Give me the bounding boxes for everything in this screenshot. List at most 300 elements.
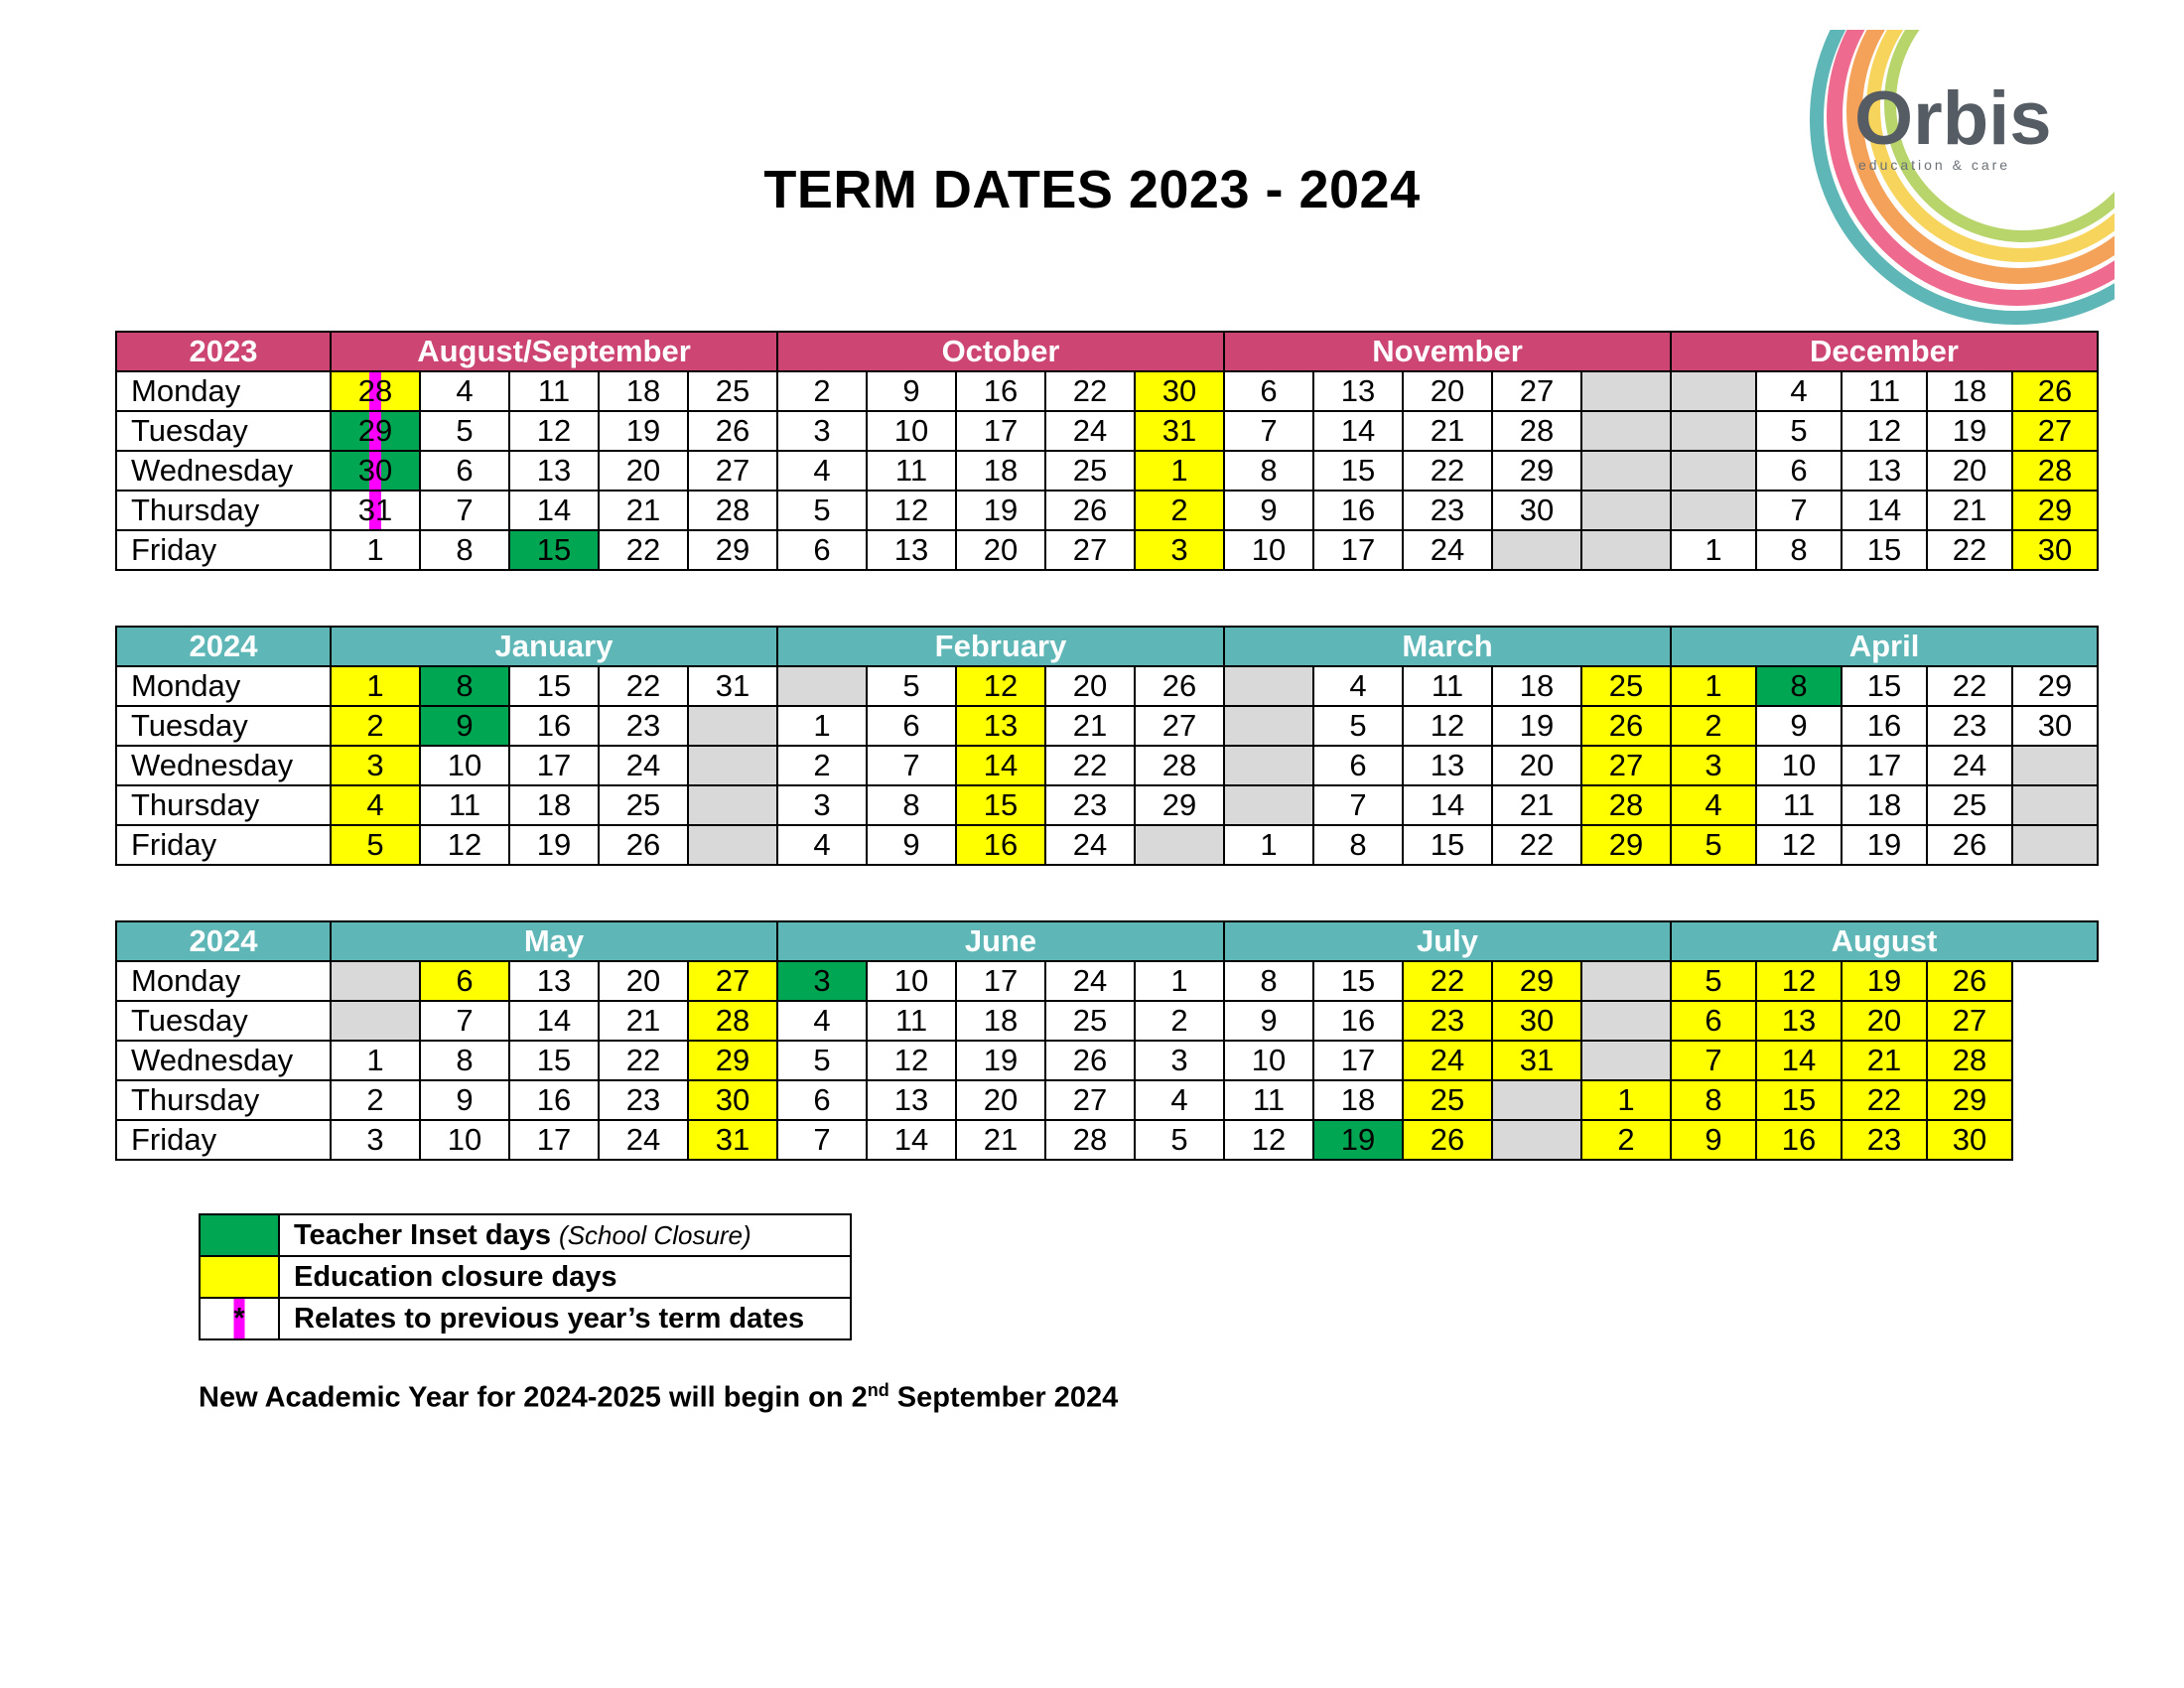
weekday-row: [116, 1120, 2098, 1160]
date-cell: 22: [1927, 530, 2012, 570]
date-cell: 13: [867, 1080, 956, 1120]
date-cell: 27: [1581, 746, 1671, 785]
date-cell: [1671, 371, 1756, 411]
date-cell: 25: [1403, 1080, 1492, 1120]
brand-name: Orbis: [1854, 76, 2052, 161]
year-label: 2024: [116, 921, 331, 961]
weekday-label: Thursday: [116, 785, 331, 825]
date-cell: 27: [688, 961, 777, 1001]
date-cell: 9: [1224, 1001, 1313, 1041]
date-cell: 3: [1135, 1041, 1224, 1080]
date-cell: 29: [1492, 961, 1581, 1001]
date-cell: [2012, 785, 2098, 825]
date-cell: 8: [420, 530, 509, 570]
date-cell: 5: [331, 825, 420, 865]
month-header: June: [777, 921, 1224, 961]
date-cell: 25: [599, 785, 688, 825]
date-cell: 5: [867, 666, 956, 706]
legend-row-previous-year: [200, 1298, 851, 1339]
date-cell: 27: [688, 451, 777, 491]
date-cell: [1581, 961, 1671, 1001]
date-cell: 14: [1403, 785, 1492, 825]
date-cell: 25: [1045, 451, 1135, 491]
date-cell: 20: [956, 530, 1045, 570]
date-cell: 19: [509, 825, 599, 865]
date-cell: 27: [1492, 371, 1581, 411]
date-cell: 26: [688, 411, 777, 451]
date-cell: 24: [1045, 961, 1135, 1001]
date-cell: 6: [1224, 371, 1313, 411]
date-cell: 7: [1756, 491, 1842, 530]
weekday-label: Tuesday: [116, 706, 331, 746]
weekday-row: [116, 1001, 2098, 1041]
date-cell: [1224, 785, 1313, 825]
weekday-row: [116, 411, 2098, 451]
date-cell: 29: [2012, 491, 2098, 530]
date-cell: 14: [956, 746, 1045, 785]
month-header: August/September: [331, 332, 777, 371]
date-cell: 3: [1135, 530, 1224, 570]
date-cell: 12: [956, 666, 1045, 706]
date-cell: 15: [509, 530, 599, 570]
date-cell: 4: [1135, 1080, 1224, 1120]
date-cell: 18: [1842, 785, 1927, 825]
date-cell: 8: [1756, 530, 1842, 570]
date-cell: 25: [688, 371, 777, 411]
date-cell: 13: [509, 451, 599, 491]
date-cell: 24: [1403, 530, 1492, 570]
date-cell: 22: [1492, 825, 1581, 865]
month-header: May: [331, 921, 777, 961]
date-cell: 17: [956, 961, 1045, 1001]
date-cell: 14: [509, 491, 599, 530]
date-cell: [1492, 1120, 1581, 1160]
weekday-label: Monday: [116, 371, 331, 411]
date-cell: [2012, 1120, 2098, 1160]
date-cell: 12: [867, 491, 956, 530]
month-header: October: [777, 332, 1224, 371]
year-label: 2024: [116, 627, 331, 666]
date-cell: [331, 961, 420, 1001]
date-cell: [1581, 1041, 1671, 1080]
calendar-table-2024-may-aug: [115, 920, 2099, 1161]
date-cell: 13: [867, 530, 956, 570]
date-cell: 30: [1492, 1001, 1581, 1041]
month-header: July: [1224, 921, 1671, 961]
date-cell: 10: [1756, 746, 1842, 785]
date-cell: 30: [1492, 491, 1581, 530]
date-cell: 8: [867, 785, 956, 825]
date-cell: 6: [1756, 451, 1842, 491]
date-cell: 7: [1313, 785, 1403, 825]
date-cell: 10: [867, 411, 956, 451]
date-cell: 31: [688, 1120, 777, 1160]
date-cell: 11: [509, 371, 599, 411]
month-header-row: [116, 332, 2098, 371]
date-cell: 12: [1756, 825, 1842, 865]
date-cell: 9: [867, 825, 956, 865]
weekday-row: [116, 1041, 2098, 1080]
date-cell: 7: [420, 1001, 509, 1041]
month-header: November: [1224, 332, 1671, 371]
date-cell: 28: [688, 1001, 777, 1041]
date-cell: 27: [1927, 1001, 2012, 1041]
date-cell: 28: [1927, 1041, 2012, 1080]
date-cell: 27: [2012, 411, 2098, 451]
weekday-label: Monday: [116, 666, 331, 706]
month-header: August: [1671, 921, 2098, 961]
date-cell: 4: [777, 451, 867, 491]
month-header: February: [777, 627, 1224, 666]
date-cell: [1135, 825, 1224, 865]
date-cell: 20: [1927, 451, 2012, 491]
weekday-label: Friday: [116, 1120, 331, 1160]
date-cell: 21: [1492, 785, 1581, 825]
legend-swatch-closure: [200, 1256, 279, 1298]
legend-row-closure: [200, 1256, 851, 1298]
date-cell: 7: [867, 746, 956, 785]
date-cell: 5: [1313, 706, 1403, 746]
date-cell: 23: [1842, 1120, 1927, 1160]
date-cell: 16: [1842, 706, 1927, 746]
date-cell: 18: [1927, 371, 2012, 411]
date-cell: 23: [1045, 785, 1135, 825]
date-cell: 11: [867, 1001, 956, 1041]
weekday-row: [116, 785, 2098, 825]
date-cell: 14: [1842, 491, 1927, 530]
date-cell: 5: [420, 411, 509, 451]
date-cell: 16: [1756, 1120, 1842, 1160]
date-cell: 31: [1135, 411, 1224, 451]
month-header: March: [1224, 627, 1671, 666]
date-cell: 2: [777, 746, 867, 785]
date-cell: 19: [956, 1041, 1045, 1080]
date-cell: 5: [777, 1041, 867, 1080]
date-cell: 23: [1403, 1001, 1492, 1041]
date-cell: 17: [509, 1120, 599, 1160]
date-cell: 15: [1313, 961, 1403, 1001]
date-cell: 5: [777, 491, 867, 530]
date-cell: 26: [1581, 706, 1671, 746]
date-cell: 18: [1492, 666, 1581, 706]
date-cell: 12: [509, 411, 599, 451]
date-cell: 31: [688, 666, 777, 706]
weekday-row: [116, 666, 2098, 706]
weekday-row: [116, 706, 2098, 746]
date-cell: 1: [331, 530, 420, 570]
date-cell: 2: [331, 706, 420, 746]
date-cell: 3: [331, 1120, 420, 1160]
date-cell: 19: [1313, 1120, 1403, 1160]
page-title: TERM DATES 2023 - 2024: [763, 160, 1421, 219]
date-cell: [2012, 746, 2098, 785]
date-cell: 22: [599, 530, 688, 570]
date-cell: 18: [599, 371, 688, 411]
date-cell: 5: [1671, 825, 1756, 865]
date-cell: 26: [1927, 825, 2012, 865]
legend-swatch-inset: [200, 1214, 279, 1256]
date-cell: 22: [599, 666, 688, 706]
date-cell: 20: [1045, 666, 1135, 706]
date-cell: 1: [1135, 961, 1224, 1001]
date-cell: 15: [1313, 451, 1403, 491]
date-cell: 1: [331, 666, 420, 706]
date-cell: [1671, 491, 1756, 530]
date-cell: 4: [1671, 785, 1756, 825]
weekday-label: Wednesday: [116, 451, 331, 491]
weekday-row: [116, 371, 2098, 411]
date-cell: 8: [1756, 666, 1842, 706]
date-cell: 15: [1842, 530, 1927, 570]
date-cell: 5: [1756, 411, 1842, 451]
date-cell: 23: [1403, 491, 1492, 530]
date-cell: 18: [956, 451, 1045, 491]
date-cell: 11: [420, 785, 509, 825]
date-cell: 26: [1403, 1120, 1492, 1160]
date-cell: 20: [956, 1080, 1045, 1120]
date-cell: 9: [420, 1080, 509, 1120]
date-cell: 14: [1313, 411, 1403, 451]
year-label: 2023: [116, 332, 331, 371]
date-cell: 13: [956, 706, 1045, 746]
date-cell: 13: [1756, 1001, 1842, 1041]
date-cell: 26: [1927, 961, 2012, 1001]
date-cell: 6: [420, 451, 509, 491]
date-cell: 25: [1927, 785, 2012, 825]
date-cell: 1: [1135, 451, 1224, 491]
date-cell: [1224, 666, 1313, 706]
date-cell: 11: [1842, 371, 1927, 411]
legend-swatch-previous-year: *: [200, 1298, 279, 1339]
date-cell: 2: [1135, 491, 1224, 530]
date-cell: 10: [420, 1120, 509, 1160]
date-cell: 30: [1927, 1120, 2012, 1160]
date-cell: 19: [956, 491, 1045, 530]
date-cell: [688, 746, 777, 785]
date-cell: 11: [1756, 785, 1842, 825]
date-cell: 26: [599, 825, 688, 865]
date-cell: 19: [599, 411, 688, 451]
weekday-row: [116, 825, 2098, 865]
date-cell: 21: [956, 1120, 1045, 1160]
date-cell: 29: [331, 411, 420, 451]
date-cell: 17: [956, 411, 1045, 451]
date-cell: 26: [2012, 371, 2098, 411]
date-cell: 20: [1842, 1001, 1927, 1041]
date-cell: 12: [867, 1041, 956, 1080]
date-cell: 15: [956, 785, 1045, 825]
date-cell: 14: [867, 1120, 956, 1160]
date-cell: 1: [1224, 825, 1313, 865]
date-cell: 19: [1492, 706, 1581, 746]
date-cell: 15: [1842, 666, 1927, 706]
weekday-label: Friday: [116, 825, 331, 865]
date-cell: [1671, 411, 1756, 451]
date-cell: 24: [1403, 1041, 1492, 1080]
date-cell: 5: [1671, 961, 1756, 1001]
date-cell: 13: [1403, 746, 1492, 785]
date-cell: 23: [1927, 706, 2012, 746]
date-cell: [2012, 825, 2098, 865]
date-cell: 17: [509, 746, 599, 785]
date-cell: 18: [509, 785, 599, 825]
date-cell: 24: [599, 746, 688, 785]
brand-tagline: education & care: [1858, 157, 2011, 173]
date-cell: 3: [777, 411, 867, 451]
date-cell: 12: [1224, 1120, 1313, 1160]
date-cell: 17: [1313, 530, 1403, 570]
date-cell: [688, 785, 777, 825]
date-cell: 20: [599, 451, 688, 491]
date-cell: 29: [688, 1041, 777, 1080]
date-cell: 10: [420, 746, 509, 785]
calendar-table-2023: [115, 331, 2099, 571]
month-header: January: [331, 627, 777, 666]
date-cell: 4: [331, 785, 420, 825]
date-cell: 16: [509, 706, 599, 746]
date-cell: 15: [1403, 825, 1492, 865]
date-cell: 28: [1492, 411, 1581, 451]
date-cell: 20: [1403, 371, 1492, 411]
date-cell: 21: [599, 491, 688, 530]
date-cell: 22: [599, 1041, 688, 1080]
date-cell: 20: [599, 961, 688, 1001]
date-cell: 8: [420, 1041, 509, 1080]
date-cell: 18: [1313, 1080, 1403, 1120]
date-cell: [1224, 746, 1313, 785]
date-cell: 16: [1313, 1001, 1403, 1041]
date-cell: 21: [1842, 1041, 1927, 1080]
date-cell: 29: [1581, 825, 1671, 865]
date-cell: 28: [1135, 746, 1224, 785]
date-cell: 24: [599, 1120, 688, 1160]
date-cell: 16: [956, 371, 1045, 411]
month-header: April: [1671, 627, 2098, 666]
date-cell: 28: [2012, 451, 2098, 491]
date-cell: 3: [331, 746, 420, 785]
date-cell: 8: [1313, 825, 1403, 865]
date-cell: 30: [1135, 371, 1224, 411]
date-cell: 6: [1313, 746, 1403, 785]
date-cell: 27: [1045, 530, 1135, 570]
date-cell: 7: [1671, 1041, 1756, 1080]
legend-label-inset: Teacher Inset days (School Closure): [279, 1214, 851, 1256]
date-cell: 26: [1045, 491, 1135, 530]
date-cell: [1581, 491, 1671, 530]
date-cell: 8: [1224, 961, 1313, 1001]
date-cell: 10: [1224, 1041, 1313, 1080]
date-cell: 1: [331, 1041, 420, 1080]
weekday-label: Wednesday: [116, 746, 331, 785]
date-cell: 11: [1224, 1080, 1313, 1120]
date-cell: 3: [1671, 746, 1756, 785]
weekday-label: Thursday: [116, 1080, 331, 1120]
date-cell: 23: [599, 706, 688, 746]
date-cell: [1581, 530, 1671, 570]
date-cell: 12: [420, 825, 509, 865]
date-cell: 31: [1492, 1041, 1581, 1080]
date-cell: 9: [867, 371, 956, 411]
weekday-label: Monday: [116, 961, 331, 1001]
legend-label-closure: Education closure days: [279, 1256, 851, 1298]
date-cell: 5: [1135, 1120, 1224, 1160]
date-cell: 11: [1403, 666, 1492, 706]
date-cell: 24: [1045, 825, 1135, 865]
date-cell: 22: [1927, 666, 2012, 706]
date-cell: 22: [1403, 961, 1492, 1001]
date-cell: [2012, 1080, 2098, 1120]
date-cell: 10: [867, 961, 956, 1001]
date-cell: 19: [1842, 825, 1927, 865]
date-cell: 29: [688, 530, 777, 570]
date-cell: [1671, 451, 1756, 491]
date-cell: 13: [509, 961, 599, 1001]
month-header-row: [116, 921, 2098, 961]
weekday-label: Friday: [116, 530, 331, 570]
weekday-label: Tuesday: [116, 411, 331, 451]
date-cell: 25: [1045, 1001, 1135, 1041]
date-cell: 21: [1927, 491, 2012, 530]
legend-label-previous-year: Relates to previous year’s term dates: [279, 1298, 851, 1339]
legend-note-inset: (School Closure): [559, 1219, 751, 1250]
date-cell: 9: [1224, 491, 1313, 530]
date-cell: 28: [1581, 785, 1671, 825]
date-cell: 16: [1313, 491, 1403, 530]
date-cell: 24: [1045, 411, 1135, 451]
date-cell: 30: [688, 1080, 777, 1120]
date-cell: 9: [1671, 1120, 1756, 1160]
date-cell: 6: [420, 961, 509, 1001]
date-cell: 4: [777, 825, 867, 865]
date-cell: 23: [599, 1080, 688, 1120]
date-cell: 11: [867, 451, 956, 491]
date-cell: 3: [777, 785, 867, 825]
calendar-table-2024-jan-apr: [115, 626, 2099, 866]
date-cell: 19: [1927, 411, 2012, 451]
date-cell: 29: [2012, 666, 2098, 706]
legend-row-inset: [200, 1214, 851, 1256]
date-cell: 29: [1135, 785, 1224, 825]
date-cell: 28: [331, 371, 420, 411]
date-cell: 13: [1313, 371, 1403, 411]
date-cell: 2: [1581, 1120, 1671, 1160]
date-cell: 15: [509, 666, 599, 706]
date-cell: 31: [331, 491, 420, 530]
weekday-row: [116, 961, 2098, 1001]
date-cell: 8: [420, 666, 509, 706]
date-cell: 22: [1045, 746, 1135, 785]
date-cell: 30: [2012, 706, 2098, 746]
weekday-label: Tuesday: [116, 1001, 331, 1041]
date-cell: [777, 666, 867, 706]
date-cell: 22: [1403, 451, 1492, 491]
date-cell: 26: [1045, 1041, 1135, 1080]
date-cell: 4: [1313, 666, 1403, 706]
date-cell: [2012, 1001, 2098, 1041]
date-cell: 6: [777, 530, 867, 570]
date-cell: 17: [1842, 746, 1927, 785]
date-cell: 12: [1842, 411, 1927, 451]
date-cell: 6: [867, 706, 956, 746]
weekday-row: [116, 530, 2098, 570]
date-cell: 9: [1756, 706, 1842, 746]
date-cell: 16: [956, 825, 1045, 865]
date-cell: 17: [1313, 1041, 1403, 1080]
date-cell: 6: [1671, 1001, 1756, 1041]
weekday-label: Thursday: [116, 491, 331, 530]
date-cell: 26: [1135, 666, 1224, 706]
date-cell: 14: [509, 1001, 599, 1041]
